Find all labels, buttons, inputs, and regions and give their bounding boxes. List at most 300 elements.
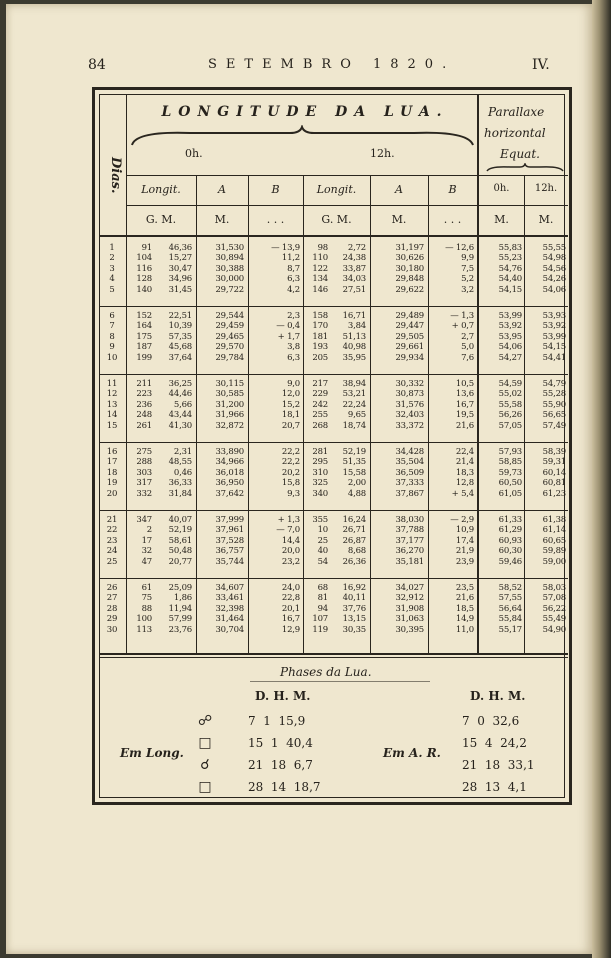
cell-b0: + 1,7 [277, 331, 300, 342]
cell-p12: 60,65 [542, 535, 566, 546]
cell-p0: 53,95 [498, 331, 522, 342]
cell-p12: 55,49 [542, 614, 566, 625]
cell-m12: 34,03 [342, 274, 366, 285]
cell-g12: 217 [312, 379, 328, 389]
cell-b0: 18,1 [281, 410, 300, 421]
cell-m0: 44,46 [168, 389, 192, 400]
cell-b0: — 7,0 [276, 525, 300, 536]
cell-a0: 34,966 [215, 457, 244, 468]
cell-a12: 29,622 [395, 284, 424, 295]
cell-day: 19 [106, 478, 118, 489]
cell-day: 13 [106, 399, 118, 410]
cell-b0: — 13,9 [271, 243, 300, 253]
cell-m0: 46,36 [168, 243, 192, 253]
cell-b0: 16,7 [281, 614, 300, 625]
cell-m0: 37,64 [168, 352, 192, 363]
cell-a12: 31,063 [395, 614, 424, 625]
page-edge [592, 0, 611, 958]
cell-g0: 332 [136, 488, 152, 499]
cell-g12: 94 [317, 603, 328, 614]
cell-day: 2 [109, 253, 115, 264]
cell-m0: 25,09 [168, 583, 192, 593]
cell-m0: 45,68 [168, 342, 192, 353]
cell-m0: 1,86 [173, 593, 192, 604]
cell-m12: 13,15 [342, 614, 366, 625]
col-a-12: A [395, 183, 403, 196]
cell-m12: 3,84 [347, 321, 366, 332]
cell-p0: 54,15 [498, 284, 522, 295]
cell-g0: 303 [136, 467, 152, 478]
cell-g12: 158 [312, 311, 328, 321]
cell-p0: 54,59 [498, 379, 522, 389]
cell-p0: 56,64 [498, 603, 522, 614]
cell-a12: 29,447 [395, 321, 424, 332]
cell-b0: 4,2 [287, 284, 300, 295]
cell-p12: 54,06 [542, 284, 566, 295]
cell-p0: 55,02 [498, 389, 522, 400]
cell-b0: 6,3 [287, 352, 300, 363]
phase-time-ar: 28 13 4,1 [462, 780, 527, 794]
cell-b0: 20,7 [281, 420, 300, 431]
cell-p12: 61,38 [542, 515, 566, 525]
group-rule [100, 306, 568, 307]
cell-a0: 32,872 [215, 420, 244, 431]
cell-m0: 23,76 [168, 624, 192, 635]
cell-day: 14 [106, 410, 118, 421]
cell-p12: 60,14 [542, 467, 566, 478]
cell-p12: 53,99 [542, 331, 566, 342]
cell-a12: 35,181 [395, 556, 424, 567]
cell-b12: + 5,4 [451, 488, 474, 499]
cell-m0: 2,31 [173, 447, 192, 457]
cell-b12: — 2,9 [450, 515, 474, 525]
cell-a12: 35,504 [395, 457, 424, 468]
cell-day: 24 [106, 546, 118, 557]
rule [428, 175, 429, 653]
cell-a12: 29,848 [395, 274, 424, 285]
conjunction-icon: ☌ [200, 757, 210, 773]
cell-b0: 20,2 [281, 467, 300, 478]
cell-g0: 100 [136, 614, 152, 625]
cell-a0: 30,000 [215, 274, 244, 285]
cell-b0: 8,7 [287, 263, 300, 274]
cell-p0: 61,05 [498, 488, 522, 499]
cell-p0: 54,06 [498, 342, 522, 353]
cell-a0: 29,570 [215, 342, 244, 353]
cell-a0: 37,961 [215, 525, 244, 536]
cell-p0: 55,58 [498, 399, 522, 410]
cell-m12: 51,13 [342, 331, 366, 342]
cell-b12: 11,0 [455, 624, 474, 635]
cell-b12: 21,6 [455, 593, 474, 604]
cell-g0: 128 [136, 274, 152, 285]
cell-a12: 34,027 [395, 583, 424, 593]
cell-g12: 355 [312, 515, 328, 525]
cell-day: 26 [106, 583, 118, 593]
col-parallax-0: 0h. [493, 183, 510, 194]
cell-m12: 40,98 [342, 342, 366, 353]
cell-b12: 13,6 [455, 389, 474, 400]
cell-b12: 22,4 [455, 447, 474, 457]
cell-g0: 175 [136, 331, 152, 342]
cell-p12: 55,28 [542, 389, 566, 400]
cell-a0: 37,528 [215, 535, 244, 546]
cell-m12: 16,24 [342, 515, 366, 525]
cell-day: 12 [106, 389, 118, 400]
cell-a0: 30,388 [215, 263, 244, 274]
cell-m12: 22,24 [342, 399, 366, 410]
cell-m0: 40,07 [168, 515, 192, 525]
cell-a12: 33,372 [395, 420, 424, 431]
cell-g0: 236 [136, 399, 152, 410]
cell-p0: 57,55 [498, 593, 522, 604]
cell-a0: 30,585 [215, 389, 244, 400]
cell-m12: 18,74 [342, 420, 366, 431]
label-em-ar: Em A. R. [383, 746, 441, 760]
cell-b12: 17,4 [455, 535, 474, 546]
cell-g12: 325 [312, 478, 328, 489]
cell-m12: 26,87 [342, 535, 366, 546]
cell-b12: — 1,3 [450, 311, 474, 321]
cell-b12: 7,5 [461, 263, 474, 274]
cell-b0: 22,2 [281, 457, 300, 468]
unit-gm-0: G. M. [145, 213, 177, 226]
cell-m0: 57,99 [168, 614, 192, 625]
opposition-icon: ☍ [198, 713, 213, 729]
unit-m-a0: M. [214, 213, 230, 226]
cell-g12: 295 [312, 457, 328, 468]
cell-a0: 33,461 [215, 593, 244, 604]
cell-g12: 134 [312, 274, 328, 285]
rule [248, 175, 249, 653]
cell-day: 28 [106, 603, 118, 614]
cell-m0: 34,96 [168, 274, 192, 285]
cell-m0: 36,25 [168, 379, 192, 389]
cell-m12: 52,19 [342, 447, 366, 457]
cell-a0: 30,894 [215, 253, 244, 264]
cell-a12: 37,867 [395, 488, 424, 499]
cell-a12: 31,576 [395, 399, 424, 410]
cell-a12: 37,333 [395, 478, 424, 489]
cell-day: 27 [106, 593, 118, 604]
cell-m12: 26,36 [342, 556, 366, 567]
cell-p12: 61,14 [542, 525, 566, 536]
cell-p12: 53,92 [542, 321, 566, 332]
cell-g12: 229 [312, 389, 328, 400]
cell-p0: 60,30 [498, 546, 522, 557]
unit-dots-0: . . . [266, 213, 285, 226]
cell-b12: 19,5 [455, 410, 474, 421]
cell-p12: 56,65 [542, 410, 566, 421]
cell-m0: 22,51 [168, 311, 192, 321]
cell-g12: 340 [312, 488, 328, 499]
cell-day: 29 [106, 614, 118, 625]
cell-m0: 36,33 [168, 478, 192, 489]
cell-g12: 68 [317, 583, 328, 593]
cell-a0: 36,757 [215, 546, 244, 557]
cell-a12: 30,873 [395, 389, 424, 400]
cell-m12: 53,21 [342, 389, 366, 400]
cell-b12: 16,7 [455, 399, 474, 410]
cell-p0: 58,52 [498, 583, 522, 593]
cell-g0: 116 [136, 263, 152, 274]
cell-p12: 59,89 [542, 546, 566, 557]
cell-day: 6 [109, 311, 115, 321]
cell-g0: 164 [136, 321, 152, 332]
cell-a0: 36,950 [215, 478, 244, 489]
unit-m-p0: M. [494, 213, 509, 226]
page-title: SETEMBRO 1820. [208, 57, 456, 72]
cell-a12: 37,788 [395, 525, 424, 536]
rule [100, 235, 568, 237]
cell-a0: 37,642 [215, 488, 244, 499]
cell-day: 17 [106, 457, 118, 468]
cell-g12: 25 [317, 535, 328, 546]
cell-g0: 261 [136, 420, 152, 431]
cell-m0: 30,47 [168, 263, 192, 274]
cell-m0: 5,66 [173, 399, 192, 410]
cell-a0: 31,966 [215, 410, 244, 421]
cell-m0: 11,94 [168, 603, 192, 614]
cell-m12: 2,00 [347, 478, 366, 489]
cell-b0: 11,2 [281, 253, 300, 264]
cell-g0: 17 [141, 535, 152, 546]
cell-day: 16 [106, 447, 118, 457]
cell-g0: 32 [141, 546, 152, 557]
cell-g0: 152 [136, 311, 152, 321]
cell-m0: 58,61 [168, 535, 192, 546]
cell-b12: 18,3 [455, 467, 474, 478]
cell-m12: 16,71 [342, 311, 366, 321]
cell-b0: + 1,3 [277, 515, 300, 525]
rule [196, 175, 197, 653]
cell-m0: 0,46 [173, 467, 192, 478]
cell-b12: + 0,7 [451, 321, 474, 332]
cell-day: 3 [109, 263, 115, 274]
cell-b12: 3,2 [461, 284, 474, 295]
cell-g12: 193 [312, 342, 328, 353]
cell-b0: 15,8 [281, 478, 300, 489]
quadrature-icon: □ [198, 779, 212, 795]
cell-p12: 56,22 [542, 603, 566, 614]
cell-g12: 146 [312, 284, 328, 295]
cell-p0: 57,93 [498, 447, 522, 457]
group-rule [100, 442, 568, 443]
cell-m12: 24,38 [342, 253, 366, 264]
cell-day: 7 [109, 321, 115, 332]
cell-day: 15 [106, 420, 118, 431]
cell-p12: 59,31 [542, 457, 566, 468]
cell-b12: 10,9 [455, 525, 474, 536]
cell-p0: 60,93 [498, 535, 522, 546]
cell-g0: 47 [141, 556, 152, 567]
rule [100, 653, 568, 655]
cell-a0: 29,459 [215, 321, 244, 332]
cell-p0: 54,40 [498, 274, 522, 285]
unit-dots-12: . . . [443, 213, 462, 226]
cell-day: 30 [106, 624, 118, 635]
cell-day: 25 [106, 556, 118, 567]
cell-b12: 12,8 [455, 478, 474, 489]
group-rule [100, 374, 568, 375]
cell-p12: 53,93 [542, 311, 566, 321]
rule [126, 175, 477, 176]
cell-b12: 5,2 [461, 274, 474, 285]
cell-b0: — 0,4 [276, 321, 300, 332]
phase-time-ar: 15 4 24,2 [462, 736, 527, 750]
cell-m12: 37,76 [342, 603, 366, 614]
cell-m12: 33,87 [342, 263, 366, 274]
cell-g0: 88 [141, 603, 152, 614]
cell-p0: 54,76 [498, 263, 522, 274]
cell-g0: 2 [146, 525, 152, 536]
cell-g12: 119 [312, 624, 328, 635]
col-a-0: A [218, 183, 226, 196]
cell-a0: 29,465 [215, 331, 244, 342]
cell-day: 4 [109, 274, 115, 285]
cell-m0: 43,44 [168, 410, 192, 421]
cell-m0: 31,45 [168, 284, 192, 295]
cell-b12: 2,7 [461, 331, 474, 342]
cell-m0: 52,19 [168, 525, 192, 536]
cell-p12: 58,39 [542, 447, 566, 457]
cell-p0: 56,26 [498, 410, 522, 421]
dias-label: Dias. [108, 157, 123, 194]
cell-a0: 31,200 [215, 399, 244, 410]
cell-p12: 54,98 [542, 253, 566, 264]
brace-icon [486, 163, 564, 173]
cell-g12: 98 [317, 243, 328, 253]
cell-m12: 9,65 [347, 410, 366, 421]
rule [479, 175, 568, 176]
volume-number: IV. [532, 57, 550, 73]
cell-day: 18 [106, 467, 118, 478]
cell-a0: 35,744 [215, 556, 244, 567]
cell-p12: 57,08 [542, 593, 566, 604]
cell-m12: 27,51 [342, 284, 366, 295]
cell-a0: 33,890 [215, 447, 244, 457]
cell-b12: 23,9 [455, 556, 474, 567]
col-parallax-12: 12h. [534, 183, 558, 194]
cell-p12: 54,41 [542, 352, 566, 363]
cell-a12: 38,030 [395, 515, 424, 525]
cell-a0: 34,607 [215, 583, 244, 593]
cell-a0: 30,115 [215, 379, 244, 389]
cell-b12: 18,5 [455, 603, 474, 614]
cell-g12: 170 [312, 321, 328, 332]
col-longit-0: Longit. [141, 183, 181, 196]
parallax-title-3: Equat. [500, 147, 540, 161]
cell-b0: 9,0 [287, 379, 300, 389]
cell-p0: 61,33 [498, 515, 522, 525]
cell-a0: 31,530 [215, 243, 244, 253]
section-title: LONGITUDE DA LUA. [161, 104, 449, 120]
cell-p12: 54,56 [542, 263, 566, 274]
rule [126, 205, 568, 206]
ephemeris-table [92, 87, 572, 805]
cell-b0: 12,0 [281, 389, 300, 400]
cell-p12: 59,00 [542, 556, 566, 567]
cell-a0: 36,018 [215, 467, 244, 478]
cell-a12: 30,395 [395, 624, 424, 635]
cell-a12: 31,908 [395, 603, 424, 614]
phase-time-long: 15 1 40,4 [248, 736, 313, 750]
cell-a12: 30,332 [395, 379, 424, 389]
cell-g12: 242 [312, 399, 328, 410]
cell-a0: 29,544 [215, 311, 244, 321]
cell-b12: 10,5 [455, 379, 474, 389]
cell-b0: 9,3 [287, 488, 300, 499]
cell-a0: 29,722 [215, 284, 244, 295]
cell-g12: 122 [312, 263, 328, 274]
cell-g12: 10 [317, 525, 328, 536]
cell-m0: 20,77 [168, 556, 192, 567]
cell-m0: 50,48 [168, 546, 192, 557]
phase-time-long: 28 14 18,7 [248, 780, 321, 794]
cell-g0: 91 [141, 243, 152, 253]
cell-p0: 55,83 [498, 243, 522, 253]
cell-b12: 14,9 [455, 614, 474, 625]
cell-a12: 32,912 [395, 593, 424, 604]
cell-a12: 37,177 [395, 535, 424, 546]
cell-m0: 41,30 [168, 420, 192, 431]
cell-p0: 53,99 [498, 311, 522, 321]
cell-b0: 20,0 [281, 546, 300, 557]
cell-p0: 55,17 [498, 624, 522, 635]
group-rule [100, 578, 568, 579]
cell-p12: 58,03 [542, 583, 566, 593]
rule [524, 175, 525, 653]
cell-m12: 16,92 [342, 583, 366, 593]
cell-a12: 32,403 [395, 410, 424, 421]
cell-g0: 248 [136, 410, 152, 421]
cell-m0: 57,35 [168, 331, 192, 342]
cell-b0: 15,2 [281, 399, 300, 410]
unit-m-p12: M. [538, 213, 554, 226]
cell-p0: 58,85 [498, 457, 522, 468]
cell-b0: 3,8 [287, 342, 300, 353]
dhm-right: D. H. M. [470, 689, 526, 703]
cell-p12: 54,26 [542, 274, 566, 285]
parallax-title-1: Parallaxe [488, 105, 545, 119]
cell-a0: 31,464 [215, 614, 244, 625]
cell-a12: 30,180 [395, 263, 424, 274]
cell-g12: 181 [312, 331, 328, 342]
cell-p0: 59,46 [498, 556, 522, 567]
cell-g12: 281 [312, 447, 328, 457]
cell-day: 1 [109, 243, 115, 253]
cell-m12: 8,68 [347, 546, 366, 557]
hour-12-label: 12h. [370, 147, 395, 160]
cell-b12: 21,6 [455, 420, 474, 431]
unit-gm-12: G. M. [321, 213, 352, 226]
cell-a12: 30,626 [395, 253, 424, 264]
rule [370, 175, 371, 653]
cell-g0: 140 [136, 284, 152, 295]
cell-g0: 75 [141, 593, 152, 604]
quadrature-icon: □ [198, 735, 212, 751]
cell-b0: 23,2 [281, 556, 300, 567]
cell-day: 20 [106, 488, 118, 499]
cell-g12: 81 [317, 593, 328, 604]
cell-g0: 199 [136, 352, 152, 363]
cell-day: 10 [106, 352, 118, 363]
cell-a0: 29,784 [215, 352, 244, 363]
cell-p12: 54,90 [542, 624, 566, 635]
cell-m12: 2,72 [347, 243, 366, 253]
cell-day: 23 [106, 535, 118, 546]
phase-time-long: 21 18 6,7 [248, 758, 313, 772]
